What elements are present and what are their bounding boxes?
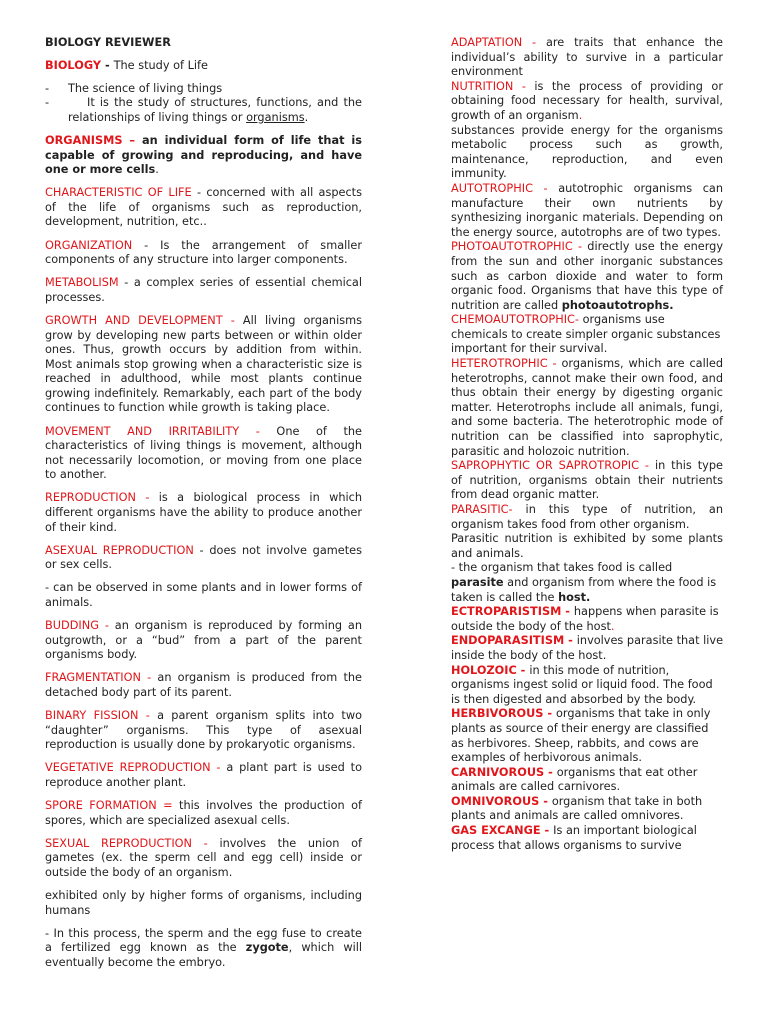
entry-nutrition: NUTRITION - is the process of providing or obtaining food necessary for health, survival, growth of an organism. (451, 79, 723, 122)
entry-adaptation: ADAPTATION - are traits that enhance the individual’s ability to survive in a particular environment (451, 36, 724, 79)
nutrition-note: substances provide energy for the organisms metabolic process such as growth, maintenance, reproduction, and even immunity. (451, 123, 723, 181)
entry-saprophytic: SAPROPHYTIC OR SAPROTROPIC - in this type of nutrition, organisms obtain their nutrients from dead organic matter. (451, 459, 723, 502)
entry-endoparasitism: ENDOPARASITISM - involves parasite that live inside the body of the host. (451, 634, 724, 662)
entry-organization: ORGANIZATION - Is the arrangement of smaller components of any structure into larger components. (45, 238, 362, 267)
entry-metabolism: METABOLISM - a complex series of essential chemical processes. (45, 276, 362, 304)
entry-photoautotrophic: PHOTOAUTOTROPHIC - directly use the energy from the sun and other inorganic substances such as carbon dioxide and water to form organic food. Organisms that have this type of nutrition are called photoautotrophs. (451, 240, 724, 312)
entry-organisms: ORGANISMS – an individual form of life that is capable of growing and reproducing, and have one or more cells. (45, 133, 362, 177)
entry-movement: MOVEMENT AND IRRITABILITY - One of the characteristics of living things is movement, although not necessarily locomotion, or moving from one place to another. (45, 424, 362, 482)
entry-carnivorous: CARNIVOROUS - organisms that eat other animals are called carnivores. (451, 765, 698, 794)
entry-vegetative: VEGETATIVE REPRODUCTION - a plant part is used to reproduce another plant. (45, 761, 362, 789)
entry-fragmentation: FRAGMENTATION - an organism is produced from the detached body part of its parent. (45, 671, 362, 699)
entry-sexual: SEXUAL REPRODUCTION - involves the union of gametes (ex. the sperm cell and egg cell) inside or outside the body of an organism. (45, 836, 362, 879)
entry-omnivorous: OMNIVOROUS - organism that take in both plants and animals are called omnivores. (451, 794, 703, 823)
parasitic-note-2: - the organism that takes food is called parasite and organism from where the food is taken is called the host. (451, 561, 717, 604)
list-item: - It is the study of structures, functions, and the relationships of living things or organisms. (45, 96, 362, 125)
term-biology: BIOLOGY (45, 58, 102, 72)
entry-characteristic-of-life: CHARACTERISTIC OF LIFE - concerned with all aspects of the life of organisms such as reproduction, development, nutrition, etc.. (45, 186, 363, 229)
left-column (45, 36, 362, 979)
entry-budding: BUDDING - an organism is reproduced by forming an outgrowth, or a “bud” from a part of the parent organisms body. (45, 619, 362, 662)
entry-biology: BIOLOGY - The study of Life (45, 58, 208, 72)
parasitic-note-1: Parasitic nutrition is exhibited by some plants and animals. (451, 532, 723, 560)
asexual-note: - can be observed in some plants and in lower forms of animals. (45, 581, 362, 609)
entry-gas-exchange: GAS EXCANGE - Is an important biological process that allows organisms to survive (451, 824, 697, 852)
entry-chemoautotrophic: CHEMOAUTOTROPHIC- organisms use chemicals to create simpler organic substances important for their survival. (451, 313, 721, 356)
entry-reproduction: REPRODUCTION - is a biological process in which different organisms have the ability to produce another of their kind. (45, 491, 363, 534)
right-column (451, 36, 723, 853)
sexual-note-1: exhibited only by higher forms of organisms, including humans (45, 889, 362, 917)
entry-autotrophic: AUTOTROPHIC - autotrophic organisms can manufacture their own nutrients by synthesizing inorganic materials. Depending on the energy source, autotrophs are of two types. (451, 181, 723, 239)
entry-ectoparasitism: ECTROPARISTISM - happens when parasite is outside the body of the host. (451, 605, 719, 633)
entry-asexual: ASEXUAL REPRODUCTION - does not involve gametes or sex cells. (45, 543, 362, 572)
entry-growth: GROWTH AND DEVELOPMENT - All living organisms grow by developing new parts between or within older ones. Thus, growth occurs by addition from within. Most animals stop growing when a characteristic size is reached in adulthood, while most plants continue growing indefinitely. Remarkably, each part of the body continues to function while growth is taking place. (45, 313, 362, 415)
entry-binary-fission: BINARY FISSION - a parent organism splits into two “daughter” organisms. This type of asexual reproduction is usually done by prokaryotic organisms. (45, 709, 363, 752)
entry-heterotrophic: HETEROTROPHIC - organisms, which are called heterotrophs, cannot make their own food, and thus obtain their energy by digesting organic matter. Heterotrophs include all animals, fungi, and some bacteria. The heterotrophic mode of nutrition can be classified into saprophytic, parasitic and holozoic nutrition. (451, 357, 723, 458)
entry-parasitic: PARASITIC- in this type of nutrition, an organism takes food from other organism. (451, 503, 723, 531)
document-title: BIOLOGY REVIEWER (45, 36, 171, 49)
sexual-note-2: - In this process, the sperm and the egg fuse to create a fertilized egg known as the zygote, which will eventually become the embryo. (45, 926, 362, 969)
entry-herbivorous: HERBIVOROUS - organisms that take in only plants as source of their energy are classified as herbivores. Sheep, rabbits, and cows are examples of herbivorous animals. (451, 707, 711, 765)
biology-points (45, 82, 362, 126)
list-item: - The science of living things (45, 82, 362, 97)
entry-holozoic: HOLOZOIC - in this mode of nutrition, organisms ingest solid or liquid food. The food is then digested and absorbed by the body. (451, 663, 713, 706)
entry-spore-formation: SPORE FORMATION = this involves the production of spores, which are specialized asexual cells. (45, 799, 363, 827)
